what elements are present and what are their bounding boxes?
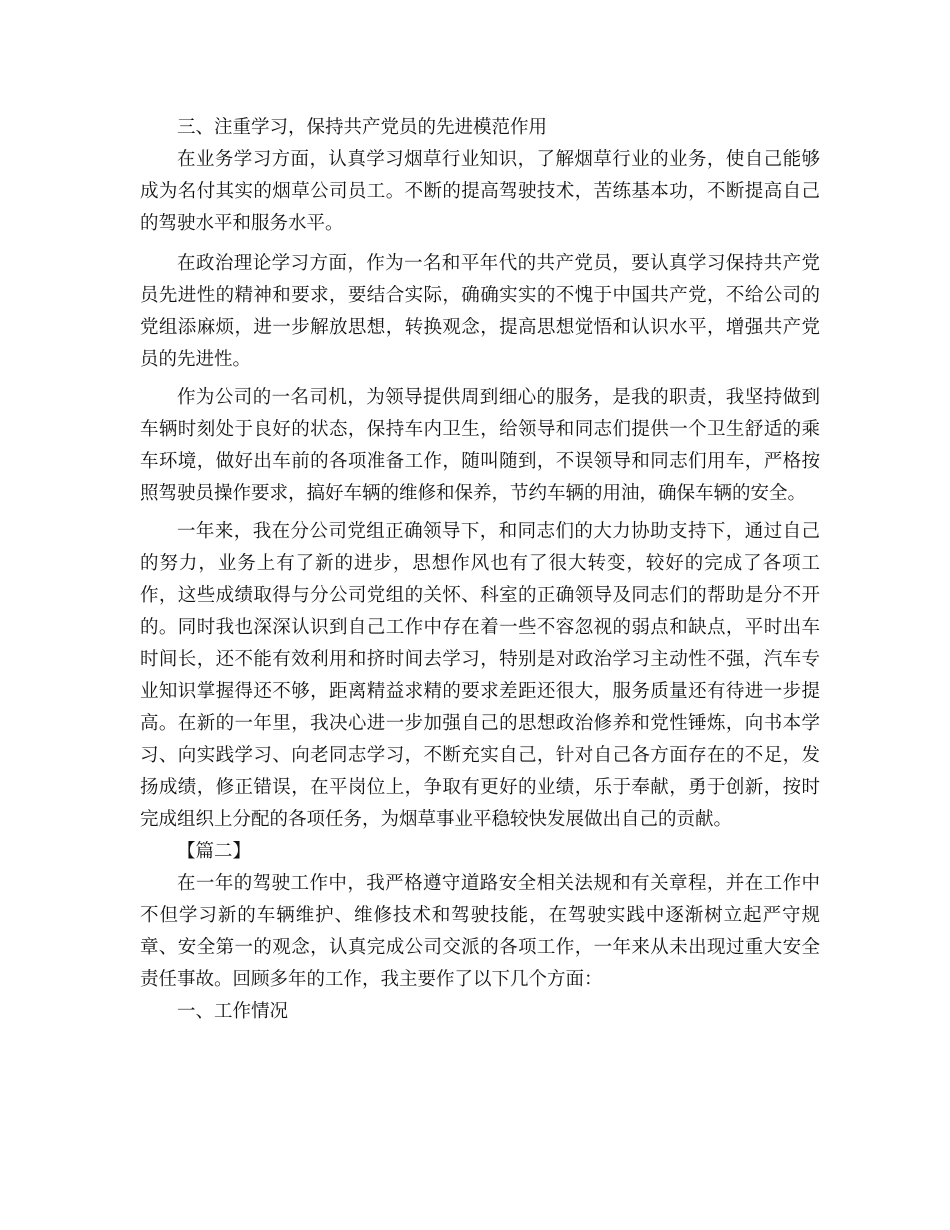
section-heading: 三、注重学习，保持共产党员的先进模范作用 xyxy=(177,117,548,138)
document-body xyxy=(140,112,820,1028)
paragraph-part-two-intro: 在一年的驾驶工作中，我严格遵守道路安全相关法规和有关章程，并在工作中不但学习新的车辆维护、维修技术和驾驶技能，在驾驶实践中逐渐树立起严守规章、安全第一的观念，认真完成公司交派的各项工作，一年来从未出现过重大安全责任事故。回顾多年的工作，我主要作了以下几个方面： xyxy=(140,873,820,990)
paragraph-business-study: 在业务学习方面，认真学习烟草行业知识，了解烟草行业的业务，使自己能够成为名付其实的烟草公司员工。不断的提高驾驶技术，苦练基本功，不断提高自己的驾驶水平和服务水平。 xyxy=(140,149,820,234)
subheading-work-situation: 一、工作情况 xyxy=(177,1001,289,1022)
paragraph-annual-summary: 一年来，我在分公司党组正确领导下，和同志们的大力协助支持下，通过自己的努力，业务上有了新的进步，思想作风也有了很大转变，较好的完成了各项工作，这些成绩取得与分公司党组的关怀、科室的正确领导及同志们的帮助是分不开的。同时我也深深认识到自己工作中存在着一些不容忽视的弱点和缺点，平时出车时间长，还不能有效利用和挤时间去学习，特别是对政治学习主动性不强，汽车专业知识掌握得还不够，距离精益求精的要求差距还很大，服务质量还有待进一步提高。在新的一年里，我决心进一步加强自己的思想政治修养和党性锤炼，向书本学习、向实践学习、向老同志学习，不断充实自己，针对自己各方面存在的不足，发扬成绩，修正错误，在平岗位上，争取有更好的业绩，乐于奉献，勇于创新，按时完成组织上分配的各项任务，为烟草事业平稳较快发展做出自己的贡献。 xyxy=(140,521,820,830)
paragraph-driver-duties: 作为公司的一名司机，为领导提供周到细心的服务，是我的职责，我坚持做到车辆时刻处于良好的状态，保持车内卫生，给领导和同志们提供一个卫生舒适的乘车环境，做好出车前的各项准备工作，随叫随到，不误领导和同志们用车，严格按照驾驶员操作要求，搞好车辆的维修和保养，节约车辆的用油，确保车辆的安全。 xyxy=(140,387,820,504)
part-two-heading: 【篇二】 xyxy=(177,841,252,862)
paragraph-political-study: 在政治理论学习方面，作为一名和平年代的共产党员，要认真学习保持共产党员先进性的精神和要求，要结合实际，确确实实的不愧于中国共产党，不给公司的党组添麻烦，进一步解放思想，转换观念，提高思想觉悟和认识水平，增强共产党员的先进性。 xyxy=(140,253,820,370)
